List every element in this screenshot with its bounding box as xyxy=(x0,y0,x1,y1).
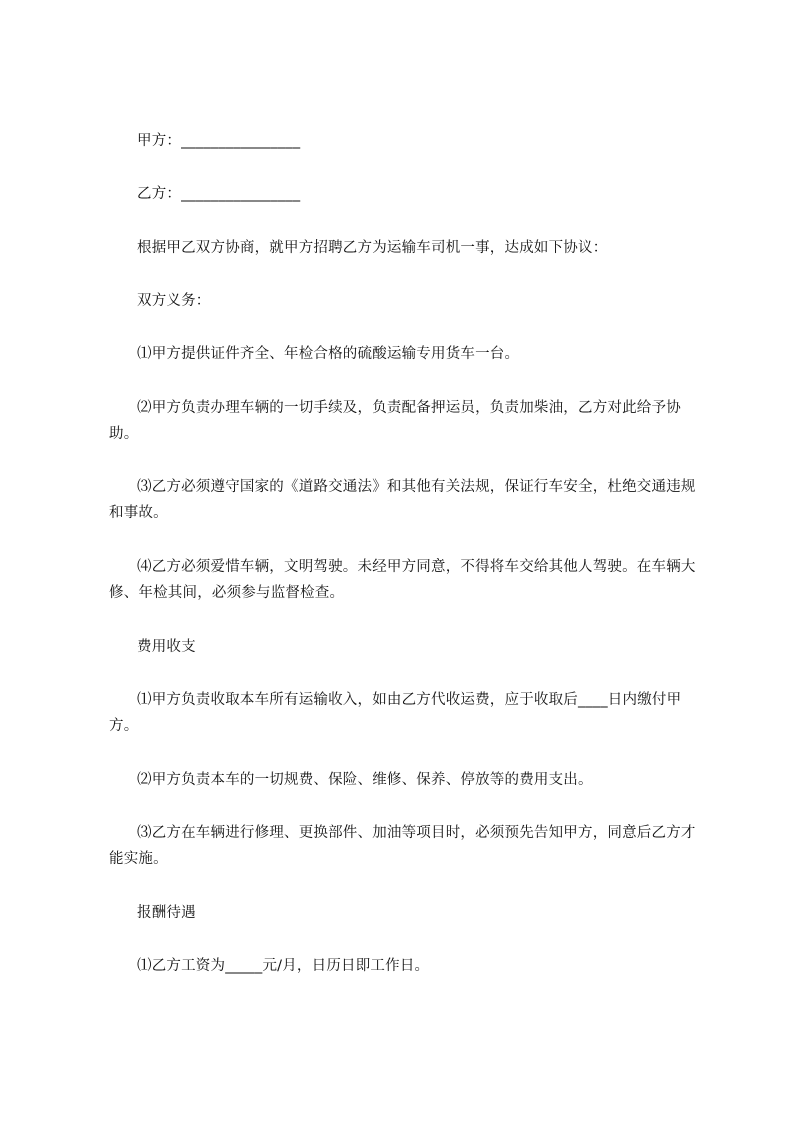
expense-item-1: ⑴甲方负责收取本车所有运输收入，如由乙方代收运费，应于收取后____日内缴付甲方。 xyxy=(109,692,682,734)
party-a-line: 甲方：________________ xyxy=(137,133,301,149)
section-heading-expenses: 费用收支 xyxy=(137,639,196,655)
remuneration-item-1: ⑴乙方工资为_____元/月，日历日即工作日。 xyxy=(137,958,430,974)
expense-item-2: ⑵甲方负责本车的一切规费、保险、维修、保养、停放等的费用支出。 xyxy=(137,772,593,788)
party-b-line: 乙方：________________ xyxy=(137,186,301,202)
agreement-intro: 根据甲乙双方协商，就甲方招聘乙方为运输车司机一事，达成如下协议： xyxy=(137,240,608,256)
obligation-item-2: ⑵甲方负责办理车辆的一切手续及，负责配备押运员，负责加柴油，乙方对此给予协助。 xyxy=(109,400,681,442)
section-heading-remuneration: 报酬待遇 xyxy=(137,905,196,921)
section-heading-obligations: 双方义务： xyxy=(137,293,211,309)
obligation-item-3: ⑶乙方必须遵守国家的《道路交通法》和其他有关法规，保证行车安全，杜绝交通违规和事故。 xyxy=(109,479,696,521)
expense-item-3: ⑶乙方在车辆进行修理、更换部件、加油等项目时，必须预先告知甲方，同意后乙方才能实施。 xyxy=(109,825,696,867)
obligation-item-4: ⑷乙方必须爱惜车辆，文明驾驶。未经甲方同意，不得将车交给其他人驾驶。在车辆大修、年检其间，必须参与监督检查。 xyxy=(109,559,696,601)
obligation-item-1: ⑴甲方提供证件齐全、年检合格的硫酸运输专用货车一台。 xyxy=(137,346,520,362)
